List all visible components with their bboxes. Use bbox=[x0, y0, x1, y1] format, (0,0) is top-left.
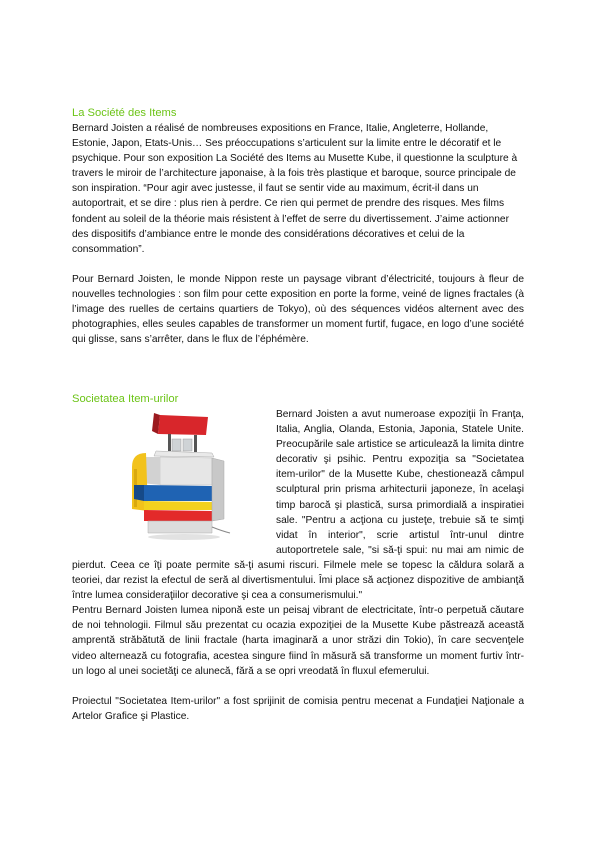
paragraph-french-1: Bernard Joisten a réalisé de nombreuses expositions en France, Italie, Angleterre, Hollande, Estonie, Japon, Etats-Unis… Ses préoccupations s’articulent sur la limite entre le décoratif et le psychique. Pour son exposition La Société des Items au Musette Kube, il questionne la sculpture à travers le miroir de l’architecture japonaise, à la fois très plastique et baroque, source principale de son inspiration. “Pour agir avec justesse, il faut se sentir vide au maximum, écrit-il dans un autoportrait, et se dire : plus rien à perdre. Ce rien qui permet de prendre des risques. Mes films fondent au soleil de la théorie mais résistent à l’effet de serre du divertissement. J’aime actionner des dispositifs d’ambiance entre le monde des considérations décoratives et celui de la consommation”. bbox=[72, 123, 518, 255]
paragraph-romanian-2: Pentru Bernard Joisten lumea niponă este un peisaj vibrant de electricitate, într-o perpetuă căutare de noi tehnologii. Filmul său prezentat cu ocazia expoziţiei de la Musette Kube păstrează această amprentă străbătută de linii fractale (harta imaginară a unor străzi din Tokio), în care secvenţele video alternează cu fotografia, acestea singure fiind în măsură să transforme un moment furtiv într-un logo al unei societăţi ce alunecă, fără a se opri vreodată în fluxul efemerului. bbox=[72, 605, 524, 677]
paragraph-french-2: Pour Bernard Joisten, le monde Nippon reste un paysage vibrant d’électricité, toujours à fleur de nouvelles technologies : son film pour cette exposition en porte la forme, veiné de lignes fractales (à l’image des ruelles de certains quartiers de Tokyo), où des séquences vidéos alternent avec des photographies, elles seules capables de transformer un moment furtif, fugace, en logo d’une société qui glisse, sans s’arrêter, dans le flux de l’éphémère. bbox=[72, 273, 524, 346]
section-romanian bbox=[72, 392, 524, 724]
section-heading-french: La Société des Items bbox=[72, 107, 177, 119]
section-french bbox=[72, 106, 524, 347]
paragraph-spacer bbox=[72, 679, 524, 694]
sculpture-image bbox=[72, 409, 272, 551]
paragraph-romanian-1: Bernard Joisten a avut numeroase expoziţii în Franţa, Italia, Anglia, Olanda, Estonia, Japonia, Statele Unite. Preocupările sale artistice se articulează la limita dintre decorativ şi psihic. Pentru expoziţia sa "Societatea item-urilor" de la Musette Kube, chestionează câmpul sculptural prin prisma arhitecturii japoneze, în acelaşi timp barocă şi plastică, sursa primordială a inspiratiei sale. "Pentru a acţiona cu justeţe, trebuie să te simţi vidat în interior", scrie artistul într-unul dintre autoportretele sale, "si să-ţi spui: nu mai am nimic de pierdut. Ceea ce îţi poate permite să-ţi asumi riscuri. Filmele mele se topesc la căldura solară a teoriei, dar rezist la efectul de seră al divertismentului. Îmi place să acţionez dispozitive de ambianţă între lumea consideraţiilor decorative şi cea a consumerismului." bbox=[72, 409, 525, 602]
section-heading-romanian: Societatea Item-urilor bbox=[72, 393, 179, 405]
kiosk-sculpture-illustration bbox=[72, 409, 272, 551]
paragraph-spacer bbox=[72, 257, 524, 272]
paragraph-romanian-3: Proiectul "Societatea Item-urilor" a fost sprijinit de comisia pentru mecenat a Fundaţiei Naţionale a Artelor Grafice şi Plastice. bbox=[72, 695, 524, 722]
